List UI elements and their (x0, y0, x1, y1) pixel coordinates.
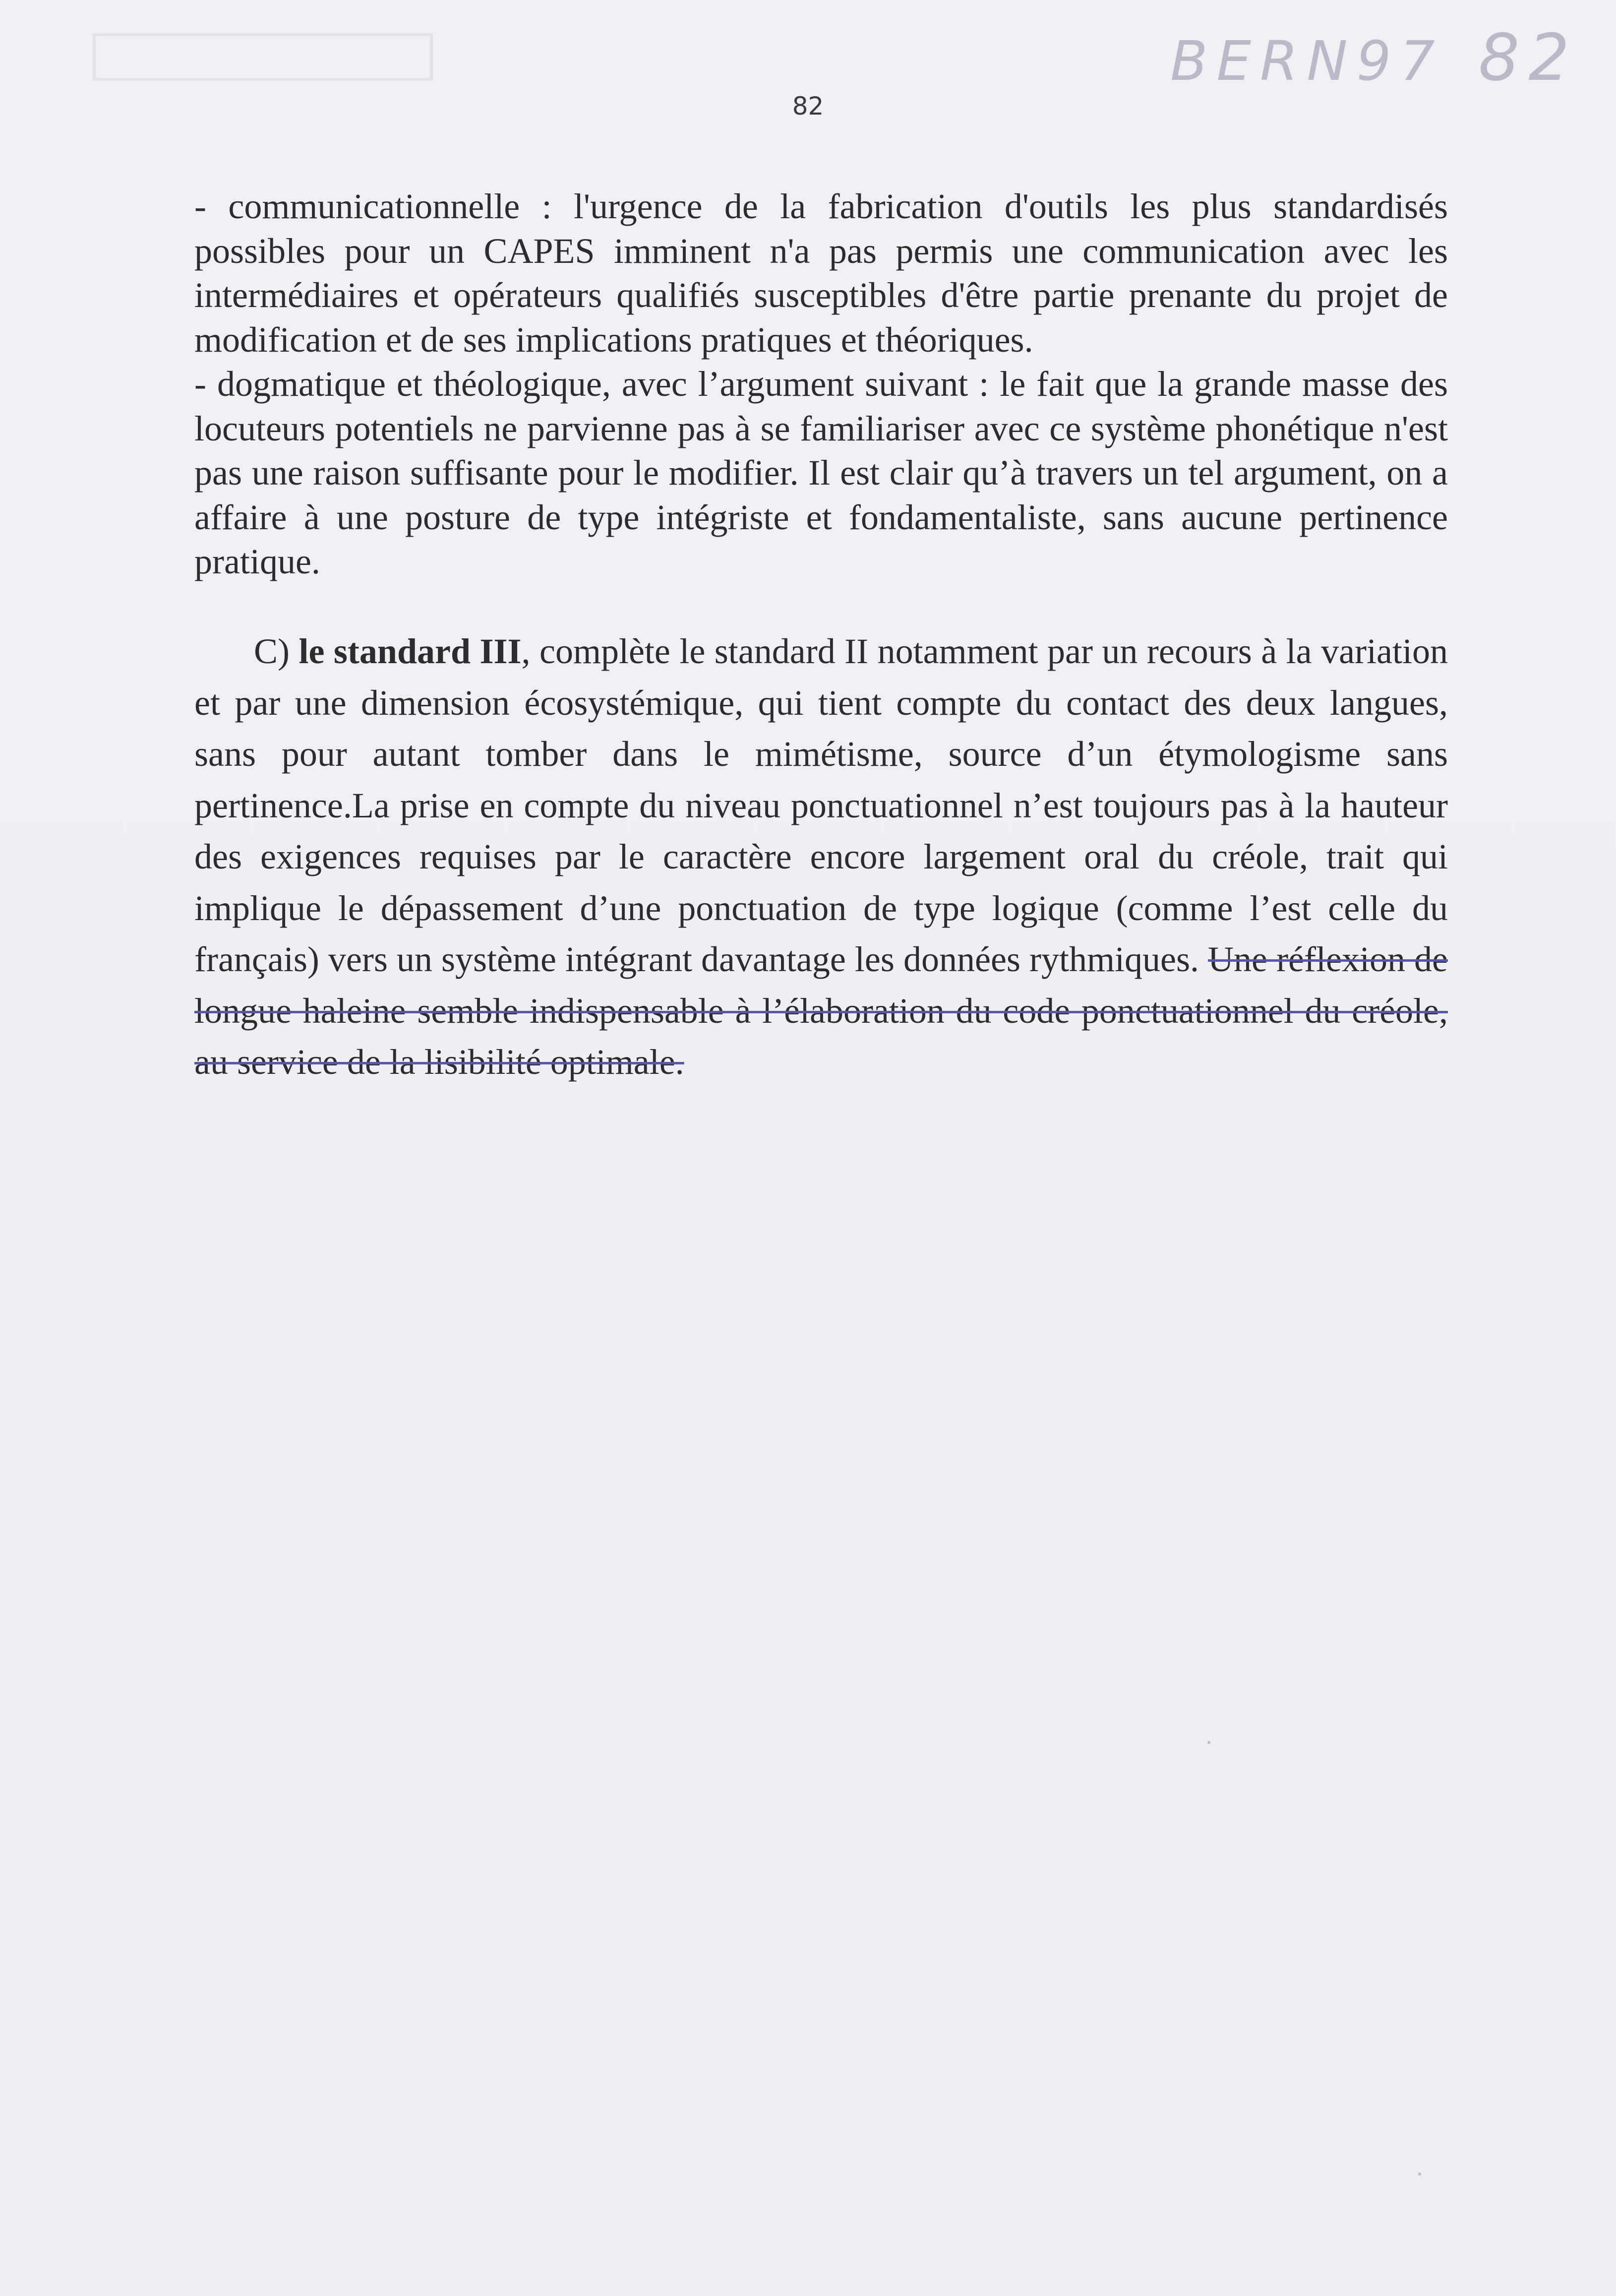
section-c-body: , complète le standard II notamment par un recours à la variation et par une dimension écosystémique, qui tient compte du contact des deux langues, sans pour autant tomber dans le mimétisme, source d’un étymologisme sans pertinence.La prise en compte du niveau ponctuationnel n’est toujours pas à la hauteur des exigences requises par le caractère encore largement oral du créole, trait qui implique le dépassement d’une ponctuation de type logique (comme l’est celle du français) vers un système intégrant davantage les données rythmiques. (194, 631, 1448, 979)
bleed-through-stamp (89, 25, 436, 89)
bullet-dogmatique: - dogmatique et théologique, avec l’argument suivant : le fait que la grande masse des locuteurs potentiels ne parvienne pas à se familiariser avec ce système phonétique n'est pas une raison suffisante pour le modifier. Il est clair qu’à travers un tel argument, on a affaire à une posture de type intégriste et fondamentaliste, sans aucune pertinence pratique. (194, 364, 1448, 581)
handwritten-code: BERN97 (1170, 29, 1444, 93)
section-c-paragraph (194, 626, 1448, 1088)
section-c (194, 626, 1448, 1088)
paper-speck (1207, 1741, 1210, 1744)
bullet-list (194, 185, 1448, 584)
bullet-communicationnelle: - communicationnelle : l'urgence de la fabrication d'outils les plus standardisés possibles pour un CAPES imminent n'a pas permis une communication avec les intermédiaires et opérateurs qualifiés susceptibles d'être partie prenante du projet de modification et de ses implications pratiques et théoriques. (194, 186, 1448, 360)
struck-through-sentence: Une réflexion de longue haleine semble indispensable à l’élaboration du code ponctuationnel du créole, au service de la lisibilité optimale. (194, 939, 1448, 1082)
section-c-bold-term: le standard III (299, 631, 522, 671)
section-c-label: C) (254, 631, 299, 671)
page-number: 82 (792, 92, 824, 121)
paper-speck (1418, 2172, 1421, 2175)
handwritten-archive-reference (1170, 20, 1578, 95)
handwritten-page: 82 (1478, 20, 1579, 95)
